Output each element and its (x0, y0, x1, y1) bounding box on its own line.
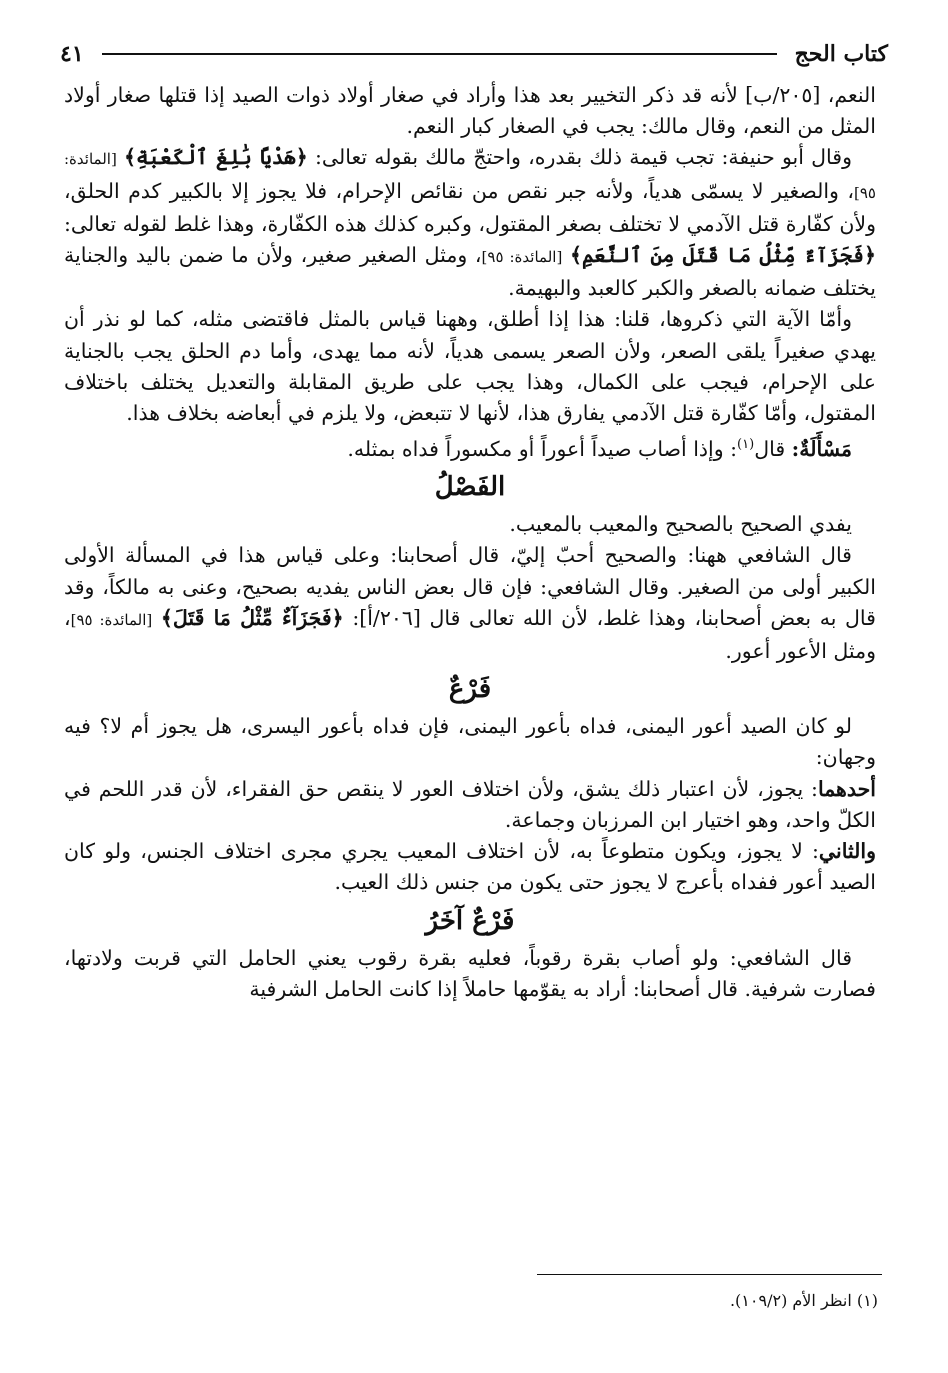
main-text (64, 80, 876, 1005)
paragraph (64, 836, 876, 898)
footnote-marker[interactable]: (١) (737, 437, 755, 453)
quran-verse: ﴿فَجَزَآءٌ مِّثْلُ مَا قَتَلَ مِنَ ٱلنَّعَمِ﴾ (570, 243, 876, 268)
page-header (60, 34, 888, 74)
text-run: وقال أبو حنيفة: تجب قيمة ذلك بقدره، واحتجّ مالك بقوله تعالى: (314, 145, 852, 170)
masala-label: مَسْأَلَةٌ: (791, 437, 852, 462)
text-run: قال (754, 437, 786, 462)
paragraph: قال الشافعي: ولو أصاب بقرة رقوباً، فعليه بقرة رقوب يعني الحامل التي قربت ولادتها، فصارت شرفية. قال أصحابنا: أراد به يقوّمها حاملاً إذا كانت الحامل الشرفية (64, 945, 876, 1001)
paragraph: يفدي الصحيح بالصحيح والمعيب بالمعيب. (509, 512, 852, 537)
page-number: ٤١ (60, 41, 84, 67)
quran-verse: ﴿فَجَزَآءٌ مِّثْلُ مَا قَتَلَ﴾ (160, 605, 344, 630)
paragraph: النعم، [٢٠٥/ب] لأنه قد ذكر التخيير بعد هذا وأراد في صغار أولاد ذوات الصيد إذا قتلها صغار أولاد المثل من النعم، وقال مالك: يجب في الصغار كبار النعم. (64, 83, 876, 139)
paragraph: لو كان الصيد أعور اليمنى، فداه بأعور اليمنى، فإن فداه بأعور اليسرى، هل يجوز أم لا؟ فيه وجهان: (64, 714, 876, 770)
text-run: ، ومثل الأعور أعور. (64, 605, 876, 664)
masala-paragraph (64, 429, 876, 465)
quran-verse: ﴿هَدْيًا بَٰلِغَ ٱلْكَعْبَةِ﴾ (123, 145, 308, 170)
section-heading-far-akhar: فَرْعٌ آخَرُ (425, 905, 515, 936)
footnote-number: (١) (856, 1291, 878, 1310)
header-rule (102, 53, 777, 55)
paragraph (64, 540, 876, 667)
opinion-label: أحدهما (817, 776, 876, 801)
paragraph (64, 142, 876, 304)
verse-reference: [المائدة: ٩٥] (70, 610, 153, 629)
footnote (730, 1291, 878, 1310)
section-heading-far: فَرْعٌ (448, 674, 492, 705)
verse-reference: [المائدة: ٩٥] (481, 248, 563, 267)
paragraph (64, 774, 876, 836)
text-run: : وإذا أصاب صيداً أعوراً أو مكسوراً فداه بمثله. (347, 437, 738, 462)
text-run: قال الشافعي ههنا: والصحيح أحبّ إليّ، قال أصحابنا: وعلى قياس هذا في المسألة الأولى الكبير أولى من الصغير. وقال الشافعي: فإن قال بعض الناس يفديه بصحيح، وعنى به مالكاً، وقد قال به بعض أصحابنا، وهذا غلط، لأن الله تعالى قال [٢٠٦/أ]: (64, 543, 876, 630)
book-title: كتاب الحج (794, 41, 888, 67)
opinion-label: والثاني (818, 839, 876, 864)
section-heading-fasl: الفَصْلُ (434, 472, 506, 503)
verse-reference: [المائدة: ٩٥] (64, 150, 876, 202)
paragraph: وأمّا الآية التي ذكروها، قلنا: هذا إذا أطلق، وههنا قياس بالمثل فاقتضى مثله، كما لو نذر أن يهدي صغيراً يلقى الصعر، ولأن الصعر يسمى هدياً، لأنه مما يهدى، وأما دم الحلق يجب بالجناية على الإحرام، فيجب على الكمال، وهذا يجب على طريق المقابلة والتعديل يختلف باختلاف المقتول، وأمّا كفّارة قتل الآدمي يفارق هذا، لأنها لا تتبعض، ولا يلزم في أبعاضه بخلاف هذا. (64, 307, 876, 426)
text-run: ، والصغير لا يسمّى هدياً، ولأنه جبر نقص من نقائص الإحرام، فلا يجوز إلا بالكبير كدم الحلق، ولأن كفّارة قتل الآدمي لا تختلف بصغر المقتول، وكبره كذلك هذه الكفّارة، وهذا غلط لقوله تعالى: (64, 178, 876, 236)
footnote-rule (537, 1274, 882, 1275)
text-run: : يجوز، لأن اعتبار ذلك يشق، ولأن اختلاف العور لا ينقص حق الفقراء، لأن قدر اللحم في الكلّ واحد، وهو اختيار ابن المرزبان وجماعة. (64, 776, 876, 832)
text-run: ، ومثل الصغير صغير، ولأن ما ضمن باليد والجناية يختلف ضمانه بالصغر والكبر كالعبد والبهيمة. (64, 243, 876, 301)
text-run: : لا يجوز، ويكون متطوعاً به، لأن اختلاف المعيب يجري مجرى اختلاف الجنس، ولو كان الصيد أعور ففداه بأعرج لا يجوز حتى يكون من جنس ذلك العيب. (64, 839, 876, 895)
footnote-text: انظر الأم (١٠٩/٢). (729, 1291, 852, 1310)
